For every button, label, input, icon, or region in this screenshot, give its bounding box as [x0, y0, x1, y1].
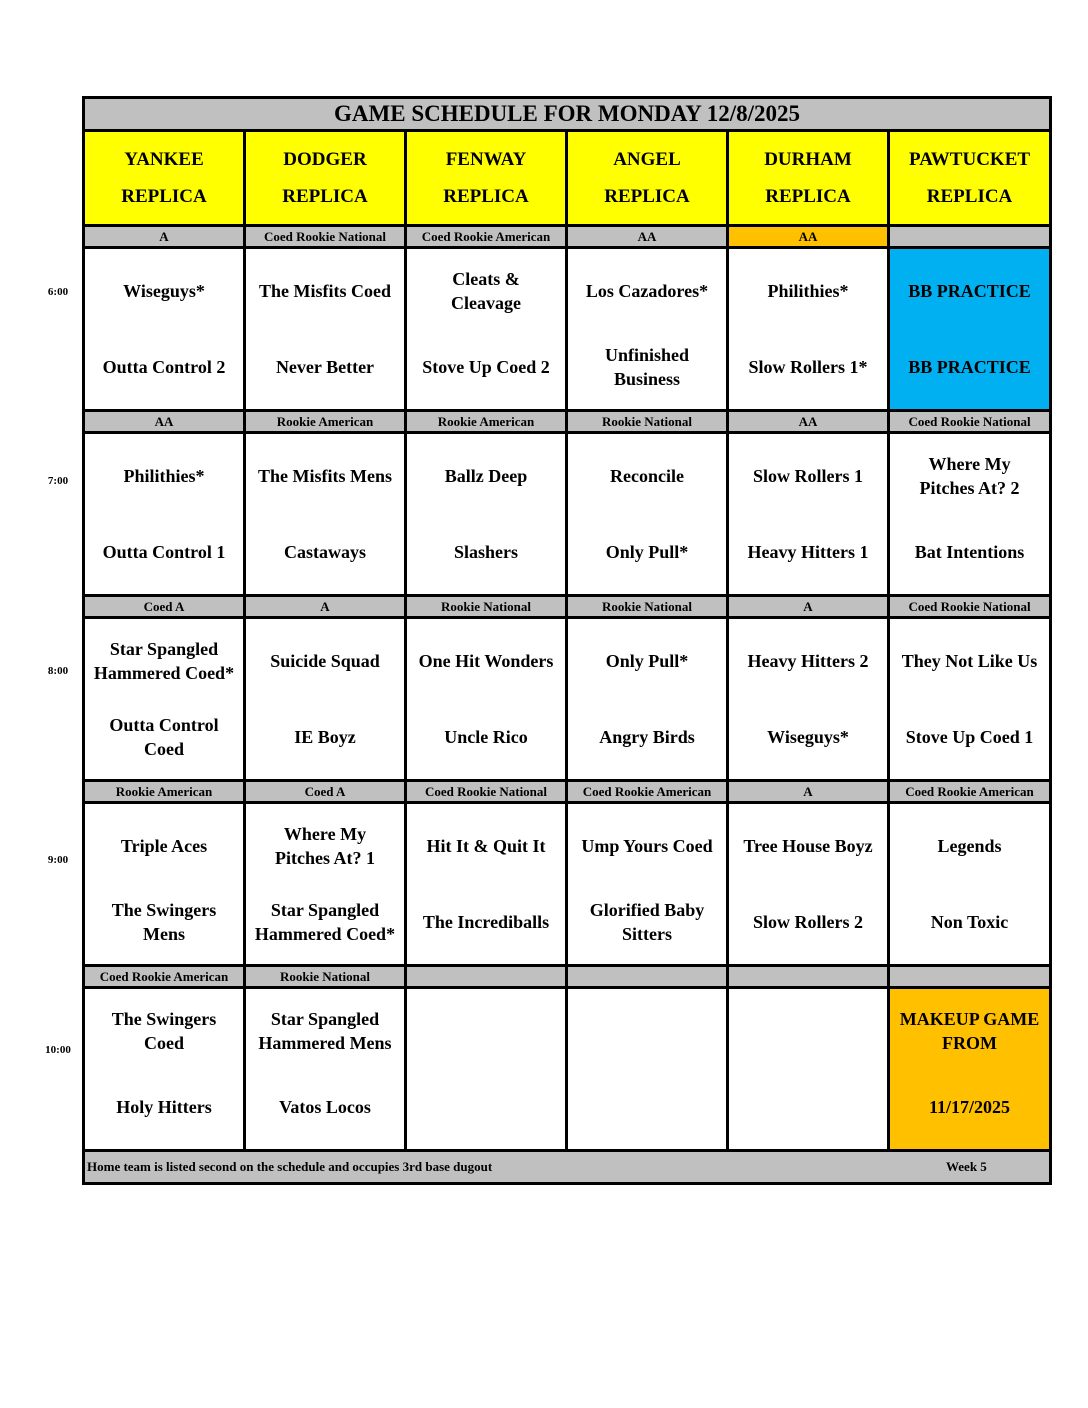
away-team: Star Spangled Hammered Mens — [258, 1009, 392, 1053]
time-label: 8:00 — [47, 665, 69, 677]
game-cell — [889, 803, 1051, 966]
home-team: Glorified Baby Sitters — [589, 900, 705, 944]
practice-cell — [889, 248, 1051, 411]
home-team: The Swingers Mens — [111, 900, 217, 944]
game-cell — [245, 618, 406, 781]
home-team: BB PRACTICE — [908, 357, 1031, 377]
game-cell — [84, 618, 245, 781]
schedule-title: GAME SCHEDULE FOR MONDAY 12/8/2025 — [84, 98, 1051, 131]
game-cell — [84, 248, 245, 411]
away-team: MAKEUP GAME FROM — [899, 1009, 1040, 1053]
field-header-durham: DURHAM REPLICA — [728, 131, 889, 226]
away-team — [407, 989, 565, 1069]
division-row-6 — [84, 226, 1051, 248]
game-cell — [84, 988, 245, 1151]
away-team — [568, 989, 726, 1069]
home-team — [729, 1069, 887, 1149]
division-label: Coed A — [84, 596, 245, 618]
game-cell — [245, 433, 406, 596]
away-team: Suicide Squad — [270, 651, 380, 671]
away-team — [729, 989, 887, 1069]
division-label — [406, 966, 567, 988]
game-cell — [567, 433, 728, 596]
footer-note: Home team is listed second on the schedule and occupies 3rd base dugout — [87, 1159, 493, 1174]
away-team: Cleats & Cleavage — [451, 269, 521, 313]
away-team: Philithies* — [767, 281, 849, 301]
game-cell — [406, 803, 567, 966]
home-team: Outta Control 2 — [102, 357, 226, 377]
home-team: Stove Up Coed 1 — [905, 727, 1034, 747]
game-cell — [84, 803, 245, 966]
away-team: The Swingers Coed — [111, 1009, 217, 1053]
away-team: Ump Yours Coed — [581, 836, 713, 856]
home-team — [407, 1069, 565, 1149]
away-team: Star Spangled Hammered Coed* — [93, 639, 235, 683]
away-team: They Not Like Us — [901, 651, 1038, 671]
time-label: 7:00 — [47, 475, 69, 487]
away-team: Los Cazadores* — [585, 281, 709, 301]
home-team: Outta Control Coed — [109, 715, 219, 759]
game-cell — [567, 988, 728, 1151]
game-cell — [406, 433, 567, 596]
division-label: Coed Rookie National — [889, 596, 1051, 618]
game-row-10 — [84, 988, 1051, 1151]
game-row-7 — [84, 433, 1051, 596]
game-row-9 — [84, 803, 1051, 966]
home-team: Holy Hitters — [116, 1097, 212, 1117]
away-team: Heavy Hitters 2 — [747, 651, 869, 671]
home-team: Uncle Rico — [444, 727, 528, 747]
division-label: Coed Rookie National — [889, 411, 1051, 433]
division-label: AA — [728, 226, 889, 248]
home-team: Vatos Locos — [279, 1097, 371, 1117]
time-label: 9:00 — [47, 854, 69, 866]
away-team: Where My Pitches At? 1 — [275, 824, 375, 868]
game-cell — [728, 618, 889, 781]
division-label: Coed Rookie American — [567, 781, 728, 803]
field-header-fenway: FENWAY REPLICA — [406, 131, 567, 226]
away-team: BB PRACTICE — [908, 281, 1031, 301]
game-cell — [406, 988, 567, 1151]
game-cell — [245, 988, 406, 1151]
makeup-game-cell — [889, 988, 1051, 1151]
home-team: Only Pull* — [605, 542, 689, 562]
game-cell — [728, 988, 889, 1151]
home-team: Slashers — [453, 542, 518, 562]
game-cell — [889, 618, 1051, 781]
game-cell — [889, 433, 1051, 596]
game-cell — [567, 618, 728, 781]
division-label: Coed Rookie American — [84, 966, 245, 988]
away-team: Reconcile — [610, 466, 684, 486]
home-team: Unfinished Business — [604, 345, 690, 389]
game-cell — [728, 803, 889, 966]
division-label — [889, 966, 1051, 988]
home-team: 11/17/2025 — [929, 1097, 1011, 1117]
away-team: Hit It & Quit It — [426, 836, 546, 856]
game-row-8 — [84, 618, 1051, 781]
division-label — [567, 966, 728, 988]
schedule-table — [82, 96, 1052, 1185]
division-label: A — [728, 781, 889, 803]
away-team: Philithies* — [123, 466, 205, 486]
home-team: Stove Up Coed 2 — [422, 357, 550, 377]
away-team: Where My Pitches At? 2 — [919, 454, 1020, 498]
division-label: Rookie American — [245, 411, 406, 433]
division-row-10 — [84, 966, 1051, 988]
game-cell — [728, 433, 889, 596]
division-label: AA — [84, 411, 245, 433]
home-team: Never Better — [275, 357, 375, 377]
game-cell — [406, 248, 567, 411]
division-label: A — [84, 226, 245, 248]
field-header-dodger: DODGER REPLICA — [245, 131, 406, 226]
game-cell — [567, 803, 728, 966]
field-header-yankee: YANKEE REPLICA — [84, 131, 245, 226]
time-label: 10:00 — [45, 1044, 71, 1056]
home-team: Slow Rollers 1* — [748, 357, 868, 377]
division-label: Coed Rookie National — [245, 226, 406, 248]
game-cell — [406, 618, 567, 781]
home-team: Heavy Hitters 1 — [747, 542, 869, 562]
division-label: Rookie National — [567, 411, 728, 433]
footer — [84, 1151, 1051, 1184]
home-team: Non Toxic — [930, 912, 1009, 932]
home-team: Castaways — [283, 542, 366, 562]
away-team: Only Pull* — [605, 651, 689, 671]
division-label: Coed Rookie American — [406, 226, 567, 248]
home-team: Bat Intentions — [914, 542, 1025, 562]
game-cell — [245, 248, 406, 411]
division-label: AA — [728, 411, 889, 433]
away-team: The Misfits Mens — [258, 466, 392, 486]
division-row-8 — [84, 596, 1051, 618]
home-team: Wiseguys* — [767, 727, 849, 747]
away-team: Wiseguys* — [123, 281, 205, 301]
away-team: Slow Rollers 1 — [753, 466, 863, 486]
home-team: Star Spangled Hammered Coed* — [254, 900, 396, 944]
division-label — [728, 966, 889, 988]
home-team: Angry Birds — [599, 727, 695, 747]
division-label: Rookie National — [245, 966, 406, 988]
away-team: Ballz Deep — [444, 466, 528, 486]
division-label: A — [245, 596, 406, 618]
game-cell — [84, 433, 245, 596]
week-label: Week 5 — [946, 1159, 987, 1174]
away-team: The Misfits Coed — [259, 281, 391, 301]
game-cell — [567, 248, 728, 411]
division-label: A — [728, 596, 889, 618]
division-label: Rookie American — [406, 411, 567, 433]
game-cell — [245, 803, 406, 966]
division-label: Rookie National — [406, 596, 567, 618]
away-team: Tree House Boyz — [743, 836, 873, 856]
division-label: Coed A — [245, 781, 406, 803]
away-team: Triple Aces — [120, 836, 208, 856]
away-team: Legends — [937, 836, 1002, 856]
home-team: IE Boyz — [294, 727, 356, 747]
division-row-7 — [84, 411, 1051, 433]
division-label — [889, 226, 1051, 248]
home-team: The Incrediballs — [422, 912, 550, 932]
field-header-angel: ANGEL REPLICA — [567, 131, 728, 226]
division-label: Coed Rookie American — [889, 781, 1051, 803]
home-team: Outta Control 1 — [102, 542, 226, 562]
division-label: Rookie National — [567, 596, 728, 618]
time-label: 6:00 — [47, 286, 69, 298]
division-row-9 — [84, 781, 1051, 803]
division-label: Coed Rookie National — [406, 781, 567, 803]
home-team — [568, 1069, 726, 1149]
field-header-pawtucket: PAWTUCKET REPLICA — [889, 131, 1051, 226]
home-team: Slow Rollers 2 — [753, 912, 863, 932]
game-row-6 — [84, 248, 1051, 411]
game-cell — [728, 248, 889, 411]
division-label: AA — [567, 226, 728, 248]
away-team: One Hit Wonders — [418, 651, 554, 671]
division-label: Rookie American — [84, 781, 245, 803]
